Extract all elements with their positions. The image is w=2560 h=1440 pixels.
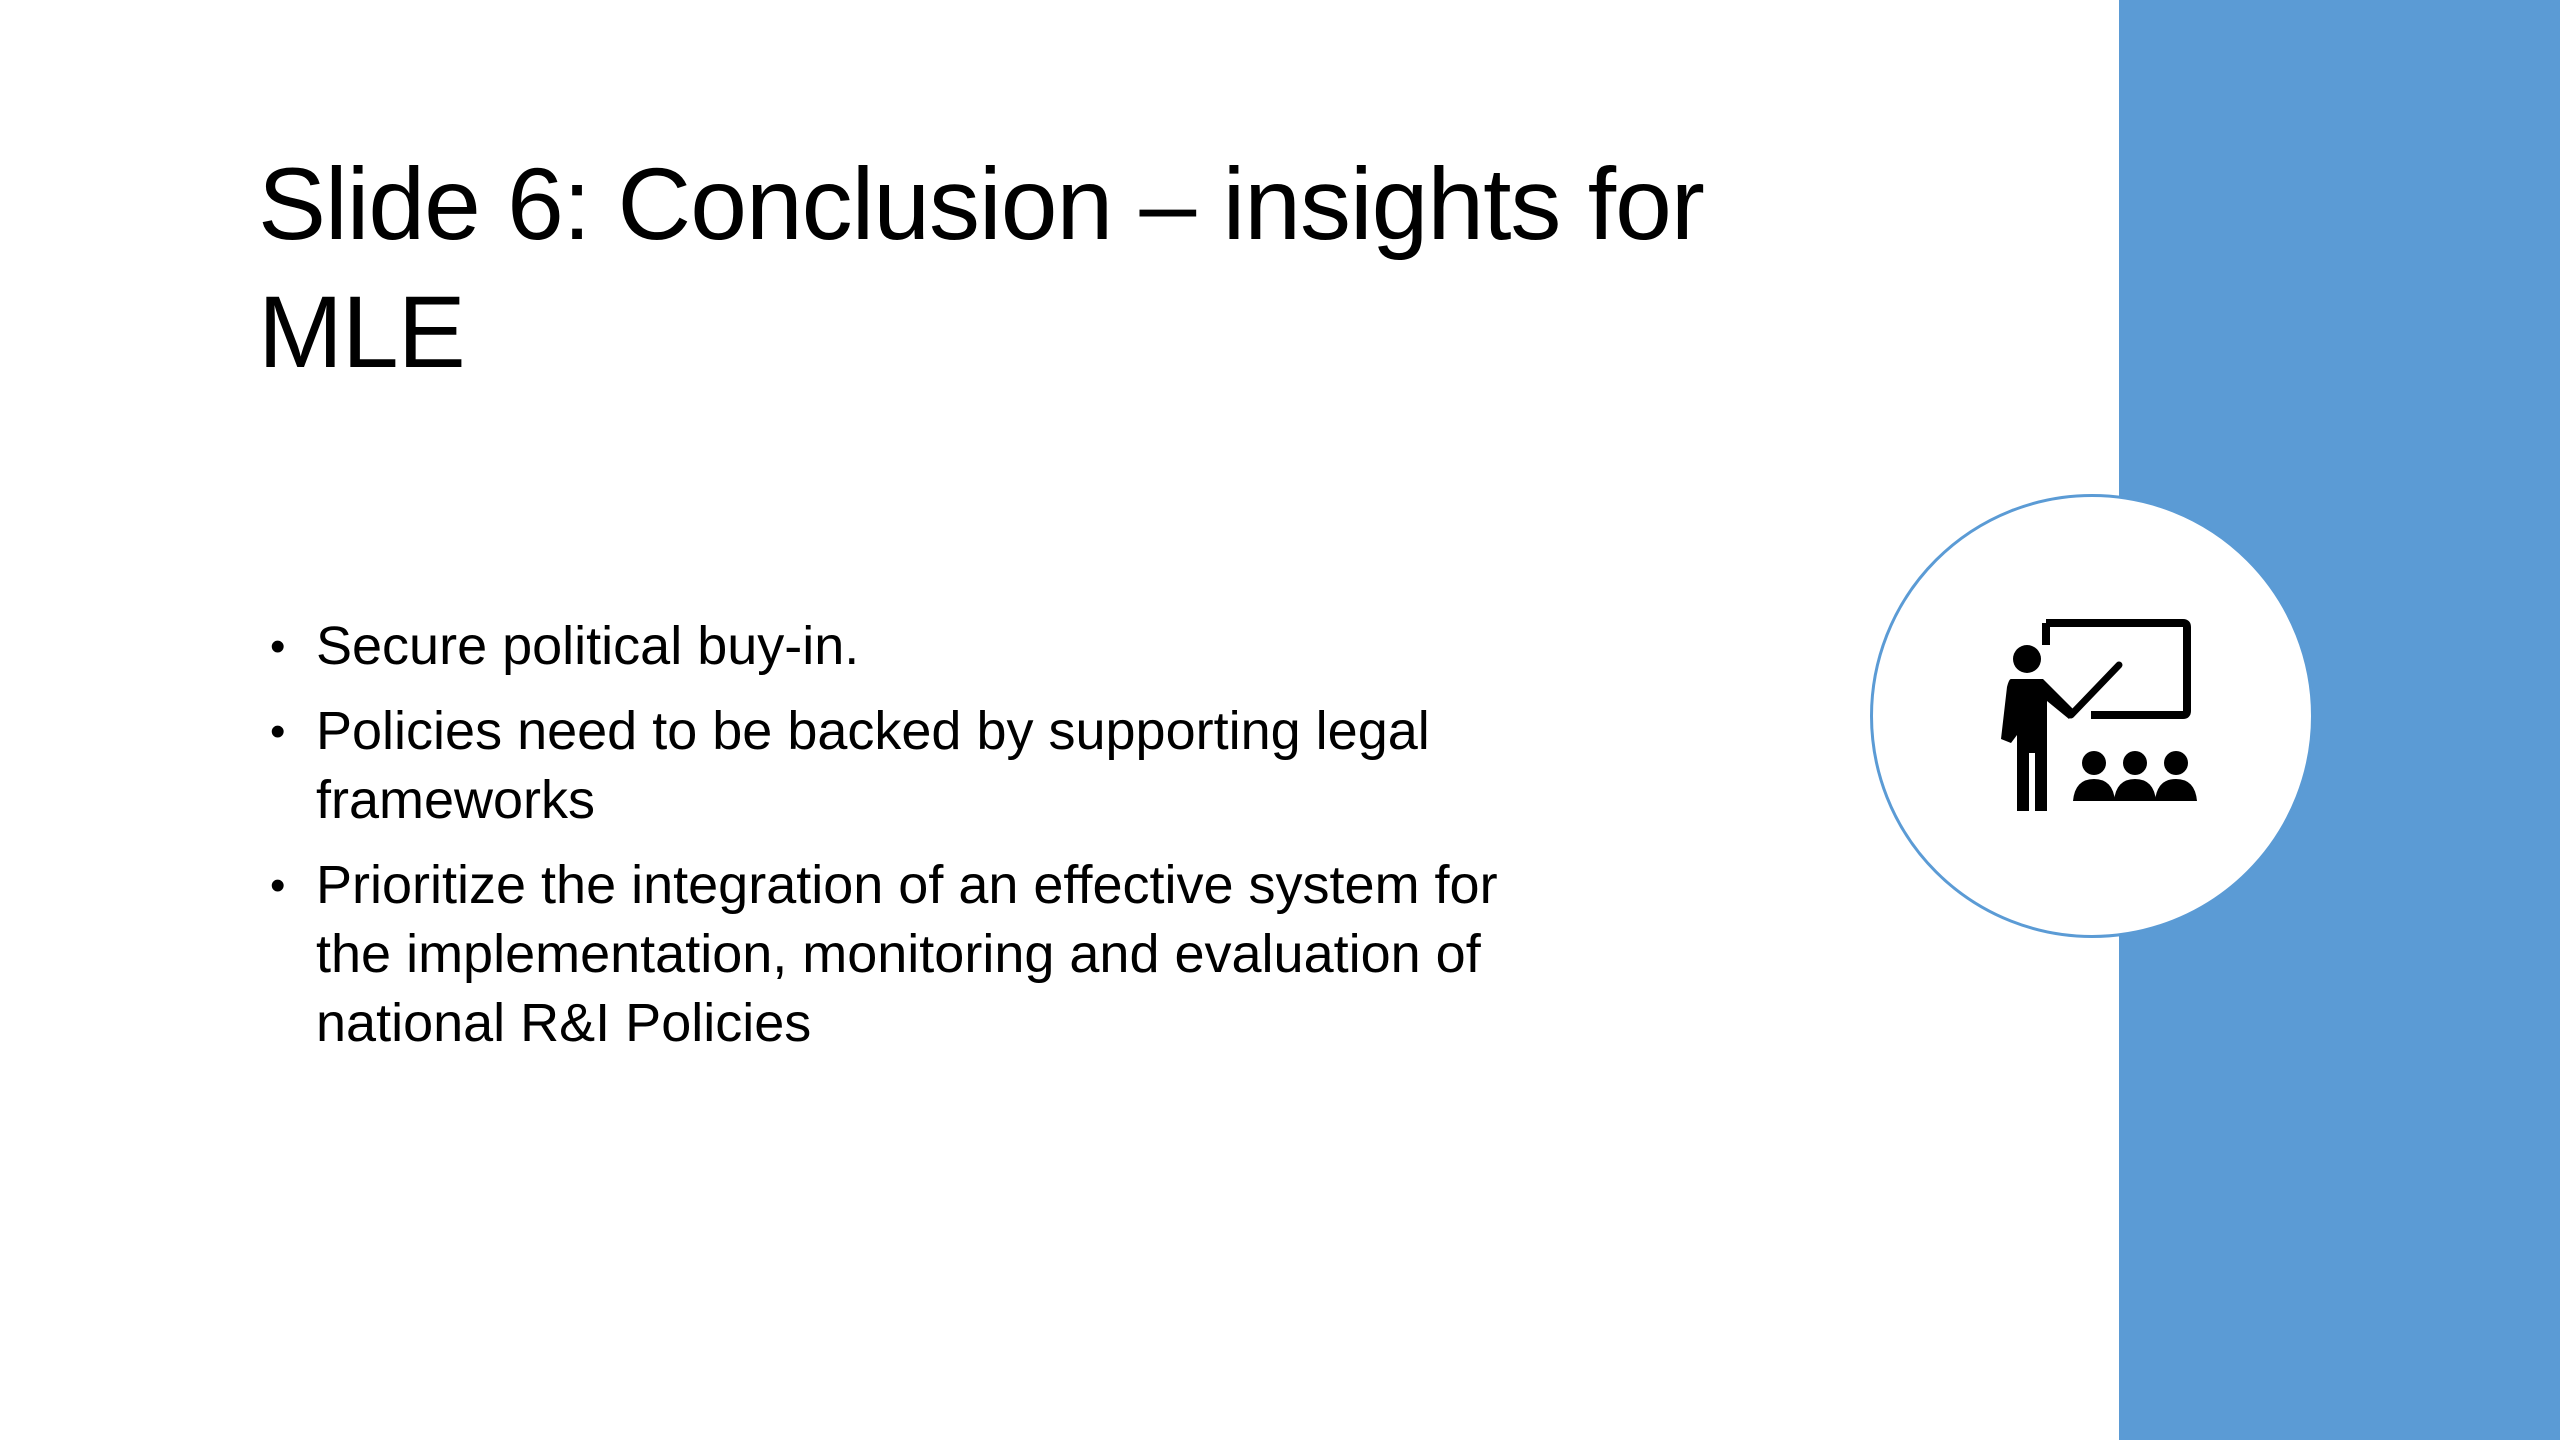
bullet-text: Policies need to be backed by supporting legal frameworks bbox=[316, 701, 1430, 830]
bullet-marker: • bbox=[270, 622, 286, 671]
bullet-item bbox=[262, 851, 1562, 1058]
slide-title: Slide 6: Conclusion – insights for MLE bbox=[258, 147, 1704, 389]
bullet-marker: • bbox=[270, 861, 286, 910]
bullet-item bbox=[262, 612, 1562, 681]
bullet-text: Prioritize the integration of an effective system for the implementation, monitoring and evaluation of national R&I Policies bbox=[316, 855, 1498, 1053]
icon-circle bbox=[1870, 494, 2314, 938]
bullet-list bbox=[262, 612, 1562, 1074]
bullet-text: Secure political buy-in. bbox=[316, 616, 860, 676]
bullet-item bbox=[262, 697, 1562, 835]
teacher-presentation-icon bbox=[1991, 615, 2201, 815]
bullet-marker: • bbox=[270, 707, 286, 756]
